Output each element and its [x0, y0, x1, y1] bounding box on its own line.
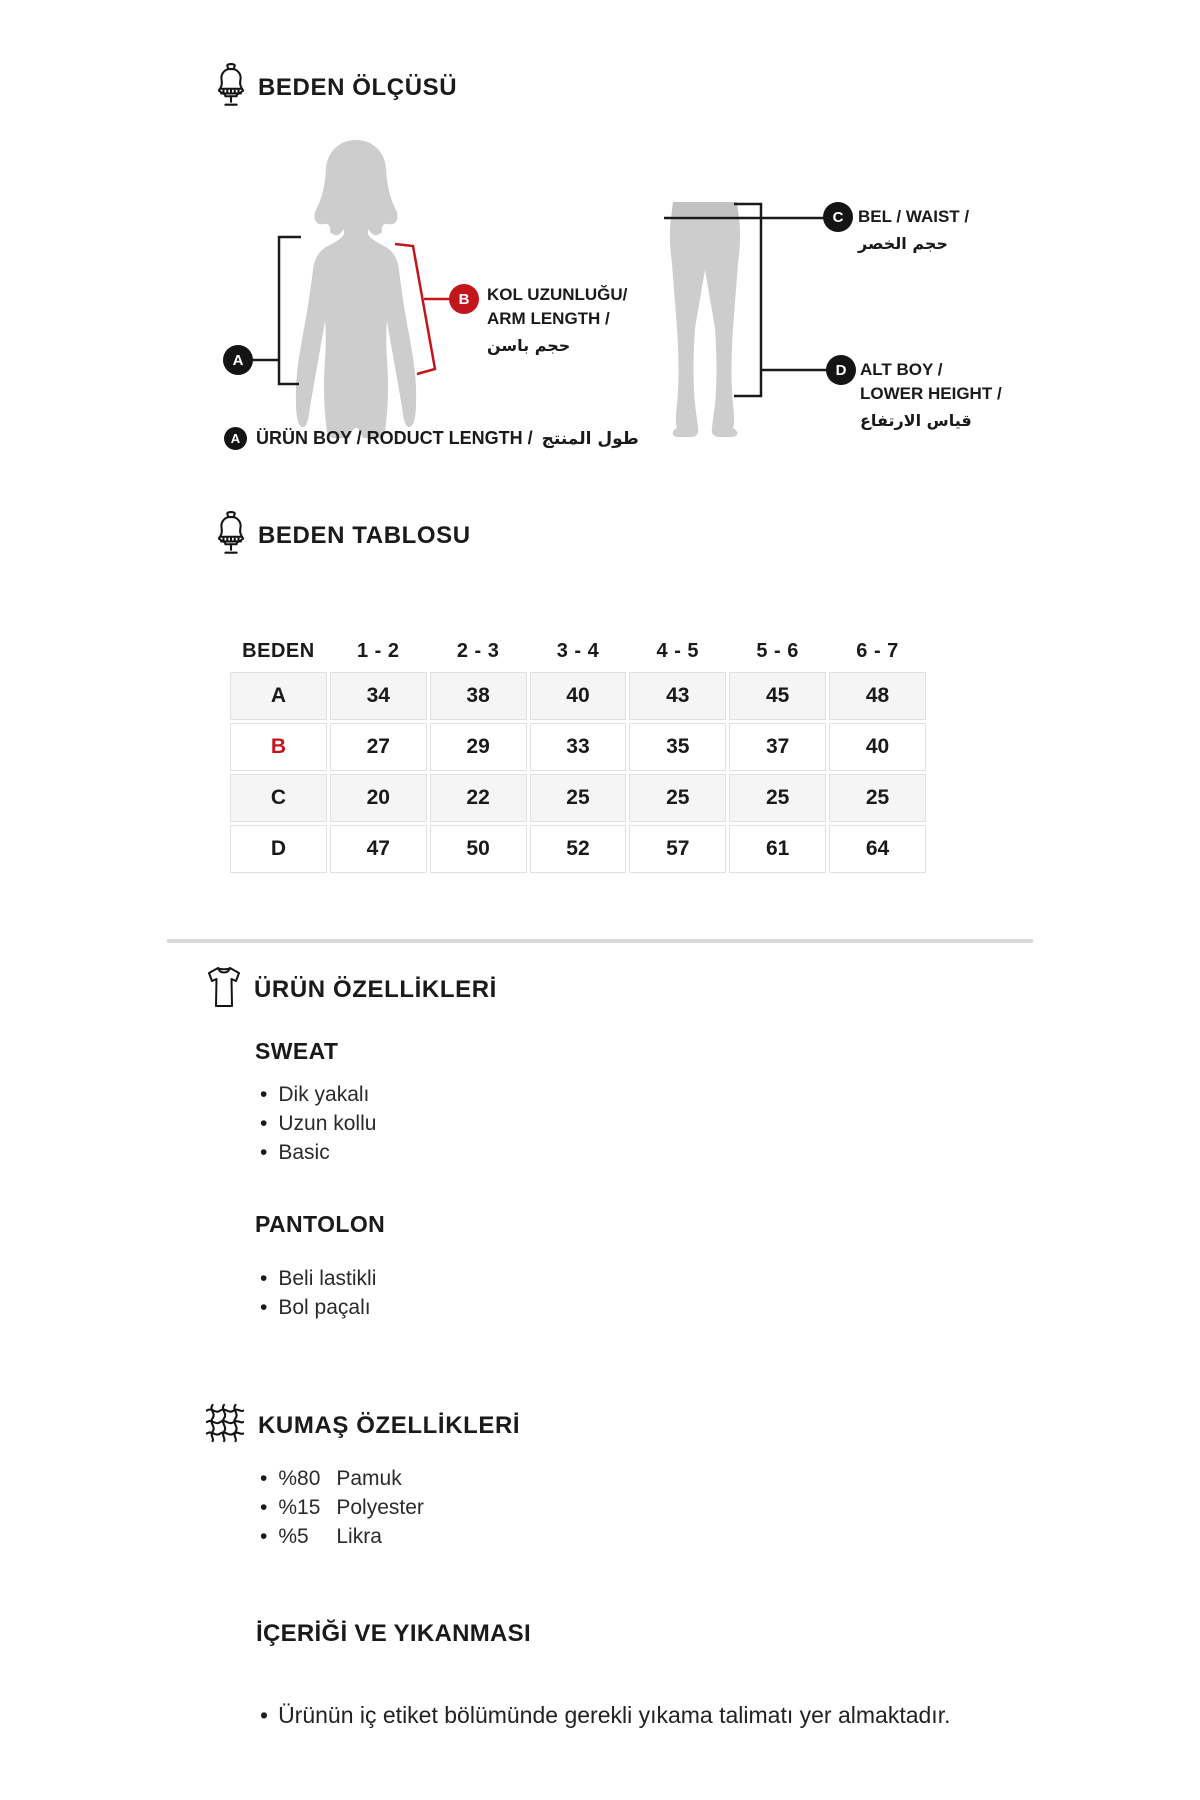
group-title-pantolon: PANTOLON — [255, 1211, 386, 1237]
list-item — [260, 1700, 950, 1730]
group-title-sweat: SWEAT — [255, 1038, 339, 1064]
table-row — [230, 723, 926, 771]
lower-height-label — [860, 358, 1002, 433]
table-cell: 40 — [829, 723, 926, 771]
list-item — [260, 1293, 376, 1322]
marker-c: C — [823, 202, 853, 232]
size-measure-title: BEDEN ÖLÇÜSÜ — [258, 73, 458, 101]
table-cell: 22 — [430, 774, 527, 822]
product-length-arabic: طول المنتج — [541, 428, 639, 449]
size-table-title: BEDEN TABLOSU — [258, 521, 471, 549]
table-cell: 48 — [829, 672, 926, 720]
pantolon-feature-list — [260, 1264, 376, 1322]
sweat-feature-list — [260, 1080, 376, 1167]
fabric-weave-icon — [204, 1402, 246, 1449]
table-cell: 25 — [629, 774, 726, 822]
table-cell: 61 — [729, 825, 826, 873]
arm-length-line1: KOL UZUNLUĞU/ — [487, 285, 628, 304]
table-cell: 47 — [330, 825, 427, 873]
product-length-caption — [224, 427, 639, 450]
list-item — [260, 1138, 376, 1167]
row-label: D — [230, 825, 327, 873]
table-cell: 50 — [430, 825, 527, 873]
size-table-header — [216, 510, 471, 561]
fabric-name: Polyester — [336, 1496, 424, 1519]
table-cell: 25 — [729, 774, 826, 822]
feature-text: • Basic — [278, 1141, 330, 1164]
list-item — [260, 1109, 376, 1138]
table-cell: 27 — [330, 723, 427, 771]
mannequin-icon — [216, 62, 246, 113]
fabric-features-title: KUMAŞ ÖZELLİKLERİ — [258, 1411, 521, 1439]
fabric-name: Likra — [336, 1525, 382, 1548]
row-label: C — [230, 774, 327, 822]
product-length-text: ÜRÜN BOY / RODUCT LENGTH / — [256, 428, 533, 448]
column-header: 6 - 7 — [856, 639, 899, 662]
row-label: A — [230, 672, 327, 720]
arm-length-label — [487, 283, 627, 358]
lower-height-line2: LOWER HEIGHT / — [860, 384, 1002, 403]
table-cell: 45 — [729, 672, 826, 720]
table-cell: 57 — [629, 825, 726, 873]
column-header: 3 - 4 — [556, 639, 600, 662]
size-table — [227, 630, 929, 876]
product-features-header — [206, 966, 497, 1013]
fabric-percent: • %15 — [278, 1496, 321, 1519]
table-cell: 34 — [330, 672, 427, 720]
table-row — [230, 774, 926, 822]
marker-a-caption: A — [224, 427, 247, 450]
arm-length-arabic: حجم باسن — [487, 336, 571, 355]
table-cell: 37 — [729, 723, 826, 771]
table-cell: 33 — [530, 723, 627, 771]
lower-height-arabic: قياس الارتفاع — [860, 411, 972, 430]
fabric-percent: • %80 — [278, 1467, 321, 1490]
list-item — [260, 1264, 376, 1293]
lower-height-line1: ALT BOY / — [860, 360, 943, 379]
fabric-composition-list — [260, 1464, 424, 1551]
mannequin-icon — [216, 510, 246, 561]
waist-arabic: حجم الخصر — [858, 234, 948, 253]
feature-text: • Dik yakalı — [278, 1083, 370, 1106]
table-cell: 25 — [530, 774, 627, 822]
table-header-row — [230, 633, 926, 669]
arm-length-line2: ARM LENGTH / — [487, 309, 610, 328]
size-measure-header — [216, 62, 457, 113]
list-item — [260, 1464, 424, 1493]
table-cell: 25 — [829, 774, 926, 822]
care-list — [260, 1700, 950, 1730]
table-cell: 38 — [430, 672, 527, 720]
table-row — [230, 825, 926, 873]
list-item — [260, 1493, 424, 1522]
fabric-name: Pamuk — [336, 1467, 402, 1490]
fabric-features-header — [204, 1402, 520, 1449]
product-features-title: ÜRÜN ÖZELLİKLERİ — [254, 975, 497, 1003]
column-header: 4 - 5 — [656, 639, 700, 662]
table-cell: 43 — [629, 672, 726, 720]
feature-text: • Uzun kollu — [278, 1112, 377, 1135]
table-cell: 29 — [430, 723, 527, 771]
feature-text: • Bol paçalı — [278, 1296, 371, 1319]
feature-text: • Beli lastikli — [278, 1267, 377, 1290]
table-cell: 40 — [530, 672, 627, 720]
marker-b: B — [449, 284, 479, 314]
list-item — [260, 1080, 376, 1109]
table-cell: 52 — [530, 825, 627, 873]
waist-label — [858, 205, 969, 256]
column-header: BEDEN — [242, 639, 315, 662]
column-header: 2 - 3 — [456, 639, 500, 662]
table-cell: 64 — [829, 825, 926, 873]
marker-d: D — [826, 355, 856, 385]
table-cell: 20 — [330, 774, 427, 822]
section-divider — [167, 939, 1033, 943]
tshirt-icon — [206, 966, 242, 1013]
list-item — [260, 1522, 424, 1551]
table-row — [230, 672, 926, 720]
care-title: İÇERİĞİ VE YIKANMASI — [256, 1620, 531, 1647]
fabric-percent: • %5 — [278, 1525, 309, 1548]
table-cell: 35 — [629, 723, 726, 771]
row-label: B — [230, 723, 327, 771]
column-header: 1 - 2 — [357, 639, 400, 662]
column-header: 5 - 6 — [756, 639, 799, 662]
waist-line1: BEL / WAIST / — [858, 207, 970, 226]
marker-a: A — [223, 345, 253, 375]
care-text: • Ürünün iç etiket bölümünde gerekli yıkama talimatı yer almaktadır. — [278, 1702, 951, 1728]
